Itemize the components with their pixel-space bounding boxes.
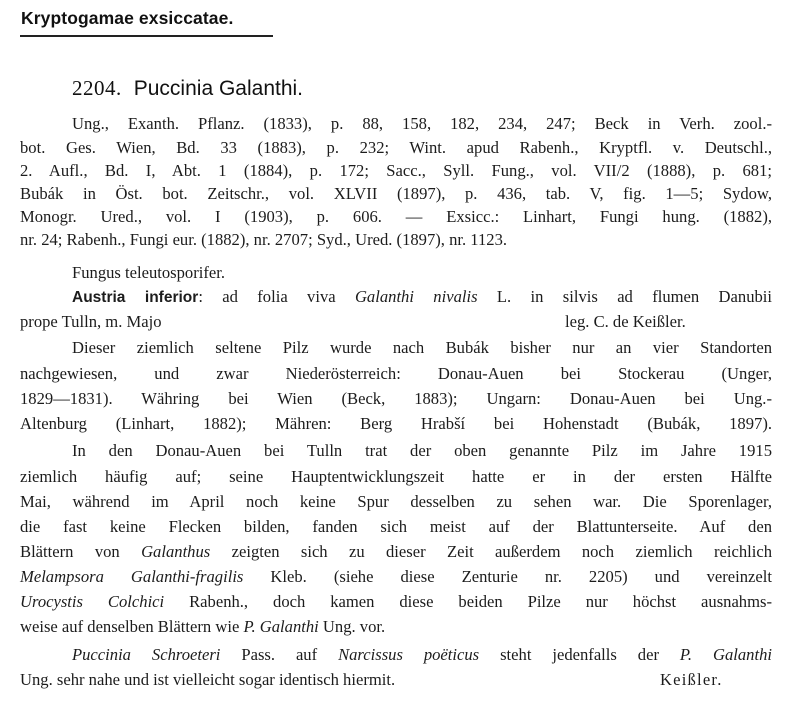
reference-line: Monogr. Ured., vol. I (1903), p. 606. — Exsicc.: Linhart, Fungi hung. (1882), xyxy=(20,207,772,226)
series-header: Kryptogamae exsiccatae. xyxy=(21,8,234,28)
locality-region: Austria inferior xyxy=(72,289,199,306)
species-name-italic: Narcissus poëticus xyxy=(338,645,480,664)
reference-line: Bubák in Öst. bot. Zeitschr., vol. XLVII (1897), p. 436, tab. V, fig. 1—5; Sydow, xyxy=(20,184,772,203)
paragraph-line: In den Donau-Auen bei Tulln trat der oben genannte Pilz im Jahre 1915 xyxy=(72,441,772,460)
reference-line: Ung., Exanth. Pflanz. (1833), p. 88, 158, 182, 234, 247; Beck in Verh. zool.- xyxy=(72,114,772,133)
paragraph-line: Mai, während im April noch keine Spur desselben zu sehen war. Die Sporenlager, xyxy=(20,492,772,511)
species-name: Puccinia Galanthi. xyxy=(133,77,304,100)
entry-number: 2204. xyxy=(72,76,122,100)
paragraph-line: Urocystis Colchici Rabenh., doch kamen diese beiden Pilze nur höchst ausnahms- xyxy=(20,592,772,611)
paragraph-line: Altenburg (Linhart, 1882); Mähren: Berg Hrabší bei Hohenstadt (Bubák, 1897). xyxy=(20,414,772,433)
paragraph-line: 1829—1831). Währing bei Wien (Beck, 1883); Ungarn: Donau-Auen bei Ung.- xyxy=(20,389,772,408)
paragraph-line: die fast keine Flecken bilden, fanden sich meist auf der Blattunterseite. Auf den xyxy=(20,517,772,536)
paragraph-line: weise auf denselben Blättern wie P. Galanthi Ung. vor. xyxy=(20,617,386,636)
fungus-type: Fungus teleutosporifer. xyxy=(72,263,226,282)
header-underline xyxy=(20,35,273,37)
locality-line: Austria inferior: ad folia viva Galanthi nivalis L. in silvis ad flumen Danubii xyxy=(72,287,773,306)
locality-line: prope Tulln, m. Majo xyxy=(20,312,162,331)
species-name-italic: Melampsora Galanthi-fragilis xyxy=(20,567,244,586)
reference-line: 2. Aufl., Bd. I, Abt. 1 (1884), p. 172; Sacc., Syll. Fung., vol. VII/2 (1888), p. 681; xyxy=(20,161,772,180)
entry-title xyxy=(72,76,303,101)
genus-name: Galanthus xyxy=(141,542,211,561)
paragraph-line: ziemlich häufig auf; seine Hauptentwicklungszeit hatte er in der ersten Hälfte xyxy=(20,467,772,486)
paragraph-line: Melampsora Galanthi-fragilis Kleb. (siehe diese Zenturie nr. 2205) und vereinzelt xyxy=(20,567,772,586)
paragraph-line: Dieser ziemlich seltene Pilz wurde nach Bubák bisher nur an vier Standorten xyxy=(72,338,772,357)
paragraph-line: Ung. sehr nahe und ist vielleicht sogar identisch hiermit. xyxy=(20,670,396,689)
paragraph-line: Puccinia Schroeteri Pass. auf Narcissus poëticus steht jedenfalls der P. Galanthi xyxy=(72,645,772,664)
species-name-italic: Urocystis Colchici xyxy=(20,592,165,611)
paragraph-line: nachgewiesen, und zwar Niederösterreich: Donau-Auen bei Stockerau (Unger, xyxy=(20,364,772,383)
species-name-italic: P. Galanthi xyxy=(243,617,319,636)
species-name-italic: Puccinia Schroeteri xyxy=(72,645,221,664)
reference-line: nr. 24; Rabenh., Fungi eur. (1882), nr. 2707; Syd., Ured. (1897), nr. 1123. xyxy=(20,230,508,249)
collector: leg. C. de Keißler. xyxy=(565,312,686,331)
paragraph-line: Blättern von Galanthus zeigten sich zu dieser Zeit außerdem noch ziemlich reichlich xyxy=(20,542,772,561)
species-name-italic: P. Galanthi xyxy=(679,645,772,664)
host-name: Galanthi nivalis xyxy=(354,287,478,306)
reference-line: bot. Ges. Wien, Bd. 33 (1883), p. 232; Wint. apud Rabenh., Kryptfl. v. Deutschl., xyxy=(20,138,772,157)
author-signature: Keißler. xyxy=(660,670,723,689)
